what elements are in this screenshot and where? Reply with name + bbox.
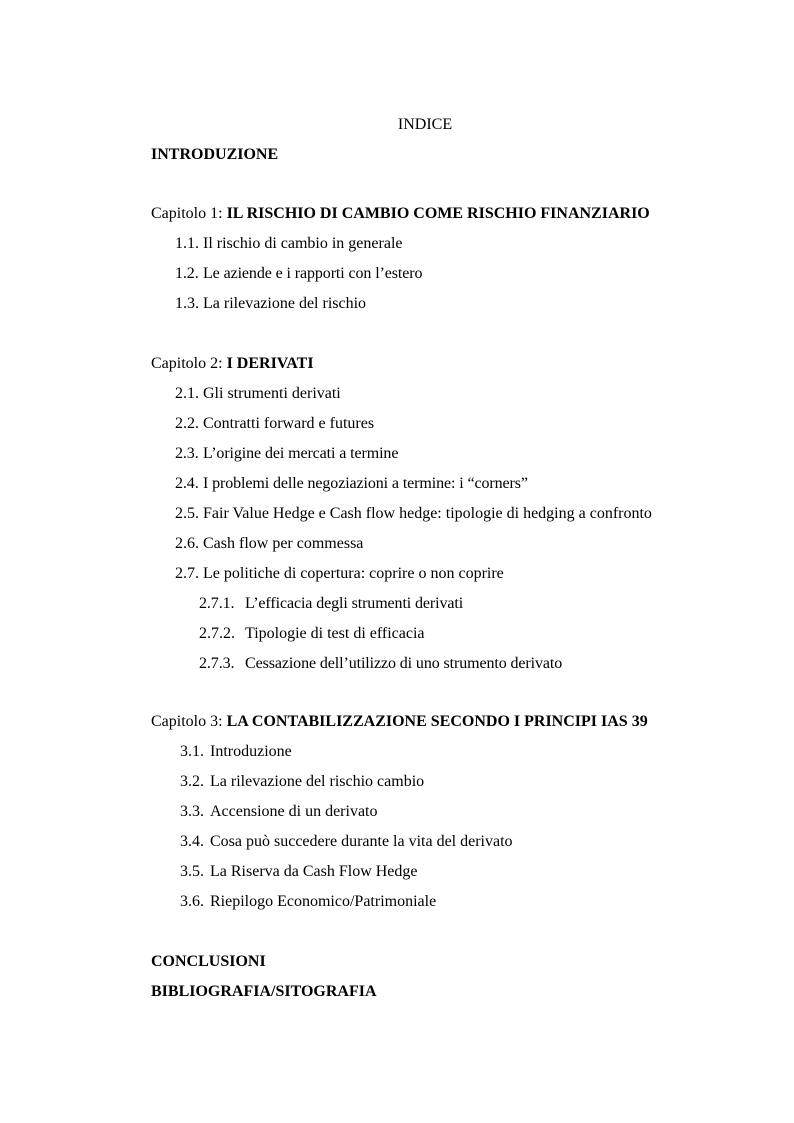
toc-entry-2-7-3 <box>199 654 562 674</box>
toc-entry-3-2 <box>180 772 424 792</box>
toc-entry-number: 2.1. <box>175 385 199 402</box>
toc-entry-number: 2.7.1. <box>199 595 235 612</box>
toc-entry-text: I problemi delle negoziazioni a termine: i “corners” <box>203 475 528 492</box>
toc-entry-number: 2.3. <box>175 445 199 462</box>
toc-entry-text: Cosa può succedere durante la vita del derivato <box>210 833 513 850</box>
toc-entry-text: L’efficacia degli strumenti derivati <box>245 595 464 612</box>
toc-entry-2-3 <box>175 444 398 464</box>
toc-entry-text: Il rischio di cambio in generale <box>203 235 403 252</box>
toc-entry-text: L’origine dei mercati a termine <box>203 445 399 462</box>
toc-entry-number: 3.3. <box>180 803 204 820</box>
toc-entry-text: La rilevazione del rischio cambio <box>210 773 425 790</box>
toc-entry-3-1 <box>180 742 292 762</box>
toc-entry-3-4 <box>180 832 513 852</box>
chapter-2-title: I DERIVATI <box>226 355 314 372</box>
toc-entry-number: 2.5. <box>175 505 199 522</box>
chapter-1-prefix: Capitolo 1: <box>151 205 227 222</box>
toc-entry-2-1 <box>175 384 341 404</box>
toc-entry-number: 1.1. <box>175 235 199 252</box>
page-title: INDICE <box>397 116 453 133</box>
toc-entry-2-7-2 <box>199 624 425 644</box>
toc-entry-number: 3.6. <box>180 893 204 910</box>
toc-entry-number: 1.2. <box>175 265 199 282</box>
toc-entry-number: 3.5. <box>180 863 204 880</box>
toc-entry-text: Riepilogo Economico/Patrimoniale <box>210 893 437 910</box>
toc-entry-1-2 <box>175 264 422 284</box>
toc-entry-2-7-1 <box>199 594 463 614</box>
chapter-3-title: LA CONTABILIZZAZIONE SECONDO I PRINCIPI IAS 39 <box>226 713 648 730</box>
toc-entry-text: La rilevazione del rischio <box>203 295 367 312</box>
toc-entry-number: 1.3. <box>175 295 199 312</box>
chapter-1-heading <box>151 204 650 224</box>
toc-entry-text: Introduzione <box>210 743 292 760</box>
toc-entry-text: Accensione di un derivato <box>210 803 378 820</box>
toc-entry-text: Contratti forward e futures <box>203 415 375 432</box>
toc-entry-1-3 <box>175 294 366 314</box>
toc-entry-text: Tipologie di test di efficacia <box>245 625 425 642</box>
toc-entry-2-2 <box>175 414 374 434</box>
toc-entry-number: 2.7. <box>175 565 199 582</box>
toc-entry-number: 2.7.2. <box>199 625 235 642</box>
toc-entry-number: 2.4. <box>175 475 199 492</box>
toc-entry-number: 3.2. <box>180 773 204 790</box>
toc-entry-number: 2.2. <box>175 415 199 432</box>
toc-entry-text: Le aziende e i rapporti con l’estero <box>203 265 423 282</box>
toc-entry-3-6 <box>180 892 436 912</box>
chapter-2-heading <box>151 354 314 374</box>
toc-entry-2-4 <box>175 474 528 494</box>
toc-entry-2-6 <box>175 534 363 554</box>
chapter-3-prefix: Capitolo 3: <box>151 713 227 730</box>
toc-entry-text: Gli strumenti derivati <box>203 385 341 402</box>
bibliography-heading: BIBLIOGRAFIA/SITOGRAFIA <box>151 983 377 1000</box>
toc-entry-2-7 <box>175 564 504 584</box>
chapter-3-heading <box>151 712 648 732</box>
toc-entry-1-1 <box>175 234 402 254</box>
chapter-1-title: IL RISCHIO DI CAMBIO COME RISCHIO FINANZIARIO <box>226 205 650 222</box>
toc-entry-2-5 <box>175 504 652 524</box>
toc-entry-text: Fair Value Hedge e Cash flow hedge: tipologie di hedging a confronto <box>203 505 652 522</box>
toc-entry-text: Le politiche di copertura: coprire o non coprire <box>203 565 504 582</box>
toc-entry-number: 3.4. <box>180 833 204 850</box>
introduction-heading: INTRODUZIONE <box>151 146 279 163</box>
toc-entry-number: 2.7.3. <box>199 655 235 672</box>
toc-entry-text: Cash flow per commessa <box>203 535 364 552</box>
toc-entry-text: La Riserva da Cash Flow Hedge <box>210 863 418 880</box>
toc-entry-3-3 <box>180 802 378 822</box>
toc-entry-number: 3.1. <box>180 743 204 760</box>
toc-entry-number: 2.6. <box>175 535 199 552</box>
toc-entry-text: Cessazione dell’utilizzo di uno strumento derivato <box>245 655 563 672</box>
conclusions-heading: CONCLUSIONI <box>151 953 266 970</box>
chapter-2-prefix: Capitolo 2: <box>151 355 227 372</box>
toc-entry-3-5 <box>180 862 418 882</box>
